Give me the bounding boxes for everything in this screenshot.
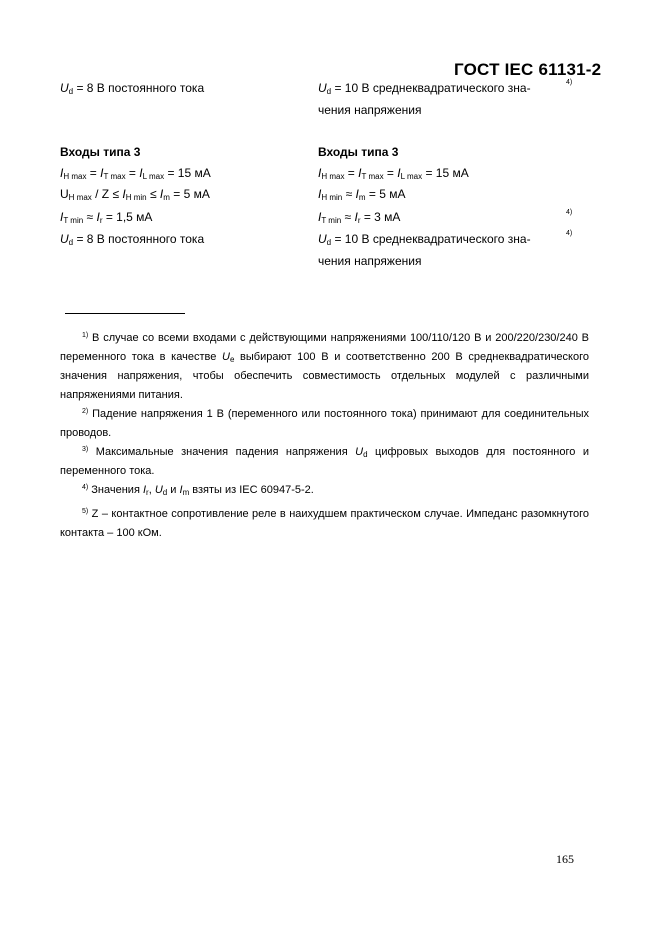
right-ud-line-cont: чения напряжения — [318, 103, 422, 117]
footnote-1: $^{1)}$ В случае со всеми входами с действующими напряжениями 100/110/120 В и 200/220/230/240 В переменного тока в качестве $U_e$ выбирают 100 В и соответственно 200 В среднеквадратического значения напряжения, чтобы обеспечить совместимость отдельных модулей с различными напряжениями питания. — [60, 332, 589, 401]
right-type3-line4: $U_d = 10$ В среднеквадратического зна- — [318, 232, 531, 247]
left-type3-line2: $U_{H max} / Z \le I_{H min} \le I_m = 5$ мА — [60, 187, 210, 202]
left-type3-line4: $U_d = 8$ В постоянного тока — [60, 232, 205, 247]
right-type3-heading: Входы типа 3 — [318, 145, 399, 159]
right-type3-line1: $I_{H max} = I_{T max} = I_{L max} = 15$ мА — [318, 166, 469, 181]
left-type3-heading: Входы типа 3 — [60, 145, 141, 159]
right-type3-line5: чения напряжения — [318, 254, 422, 268]
footnote-2: $^{2)}$ Падение напряжения 1 В (переменного или постоянного тока) принимают для соединительных проводов. — [60, 408, 589, 439]
left-type3-line1: $I_{H max} = I_{T max} = I_{L max} = 15$ мА — [60, 166, 211, 181]
left-ud-line: $U_d = 8$ В постоянного тока — [60, 81, 205, 96]
right-type3-line3: $I_{T min} \approx I_r = 3$ мА — [318, 210, 401, 225]
footnote-4: $^{4)}$ Значения $I_r$, $U_d$ и $I_m$ взяты из IEC 60947-5-2. — [82, 484, 314, 497]
right-type3-line2: $I_{H min} \approx I_m = 5$ мА — [318, 187, 406, 202]
footnote-ref-4: 4) — [566, 209, 573, 216]
page-number: 165 — [556, 852, 574, 866]
left-type3-line3: $I_{T min} \approx I_r = 1,5$ мА — [60, 210, 153, 225]
footnote-3: $^{3)}$ Максимальные значения падения напряжения $U_d$ цифровых выходов для постоянного и переменного тока. — [60, 446, 589, 477]
right-ud-line: $U_d = 10$ В среднеквадратического зна- — [318, 81, 531, 96]
footnote-5: $^{5)}$ Z – контактное сопротивление реле в наихудшем практическом случае. Импеданс разомкнутого контакта – 100 кОм. — [60, 508, 589, 539]
footnote-ref-4: 4) — [566, 230, 573, 237]
footnote-ref-4: 4) — [566, 79, 573, 86]
document-header: ГОСТ IEC 61131-2 — [454, 60, 602, 79]
footnote-separator — [65, 313, 185, 314]
